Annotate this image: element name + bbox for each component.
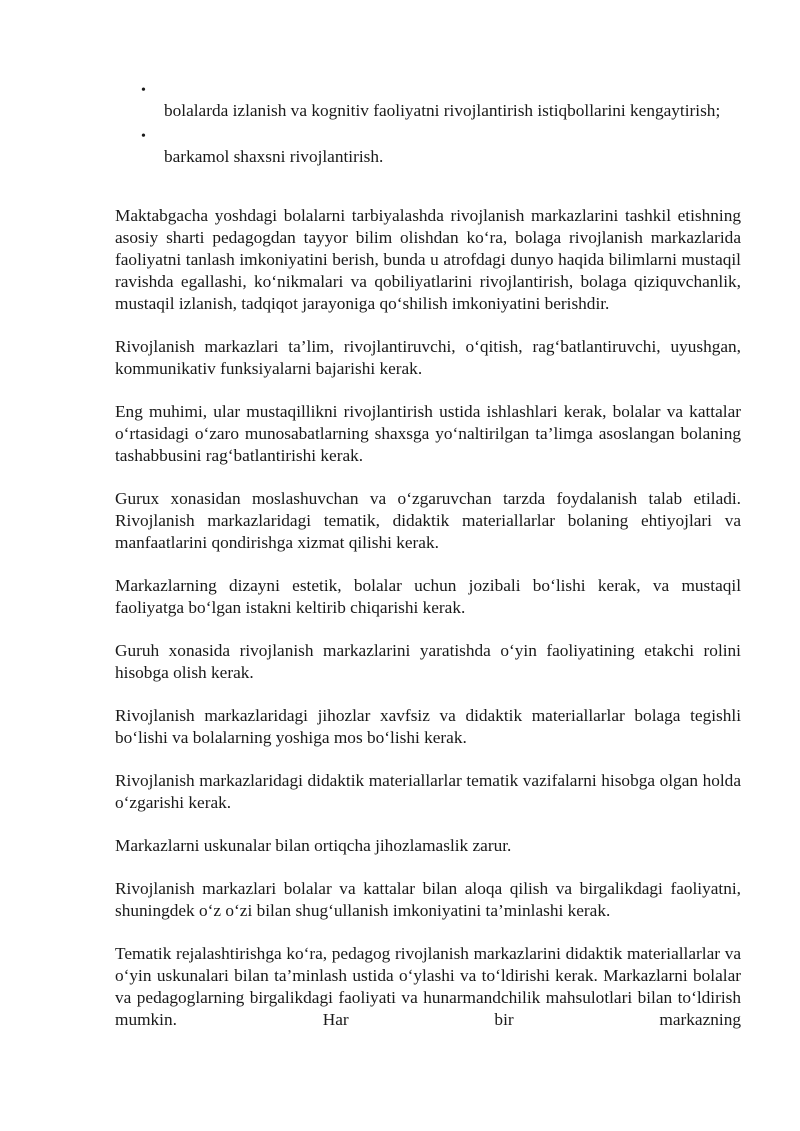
- paragraph: Rivojlanish markazlari bolalar va kattalar bilan aloqa qilish va birgalikdagi faoliyatni, shuningdek o‘z o‘zi bilan shug‘ullanish imkoniyatini ta’minlashi kerak.: [115, 879, 741, 920]
- paragraph: Tematik rejalashtirishga ko‘ra, pedagog rivojlanish markazlarini didaktik materiallarlar va o‘yin uskunalari bilan ta’minlash ustida o‘ylashi va to‘ldirishi kerak. Markazlarni bolalar va pedagoglarning birgalikdagi faoliyati va hunarmandchilik mahsulotlari bilan to‘ldirish mumkin. Har bir markazning: [115, 944, 741, 1029]
- bullet-item: [115, 126, 741, 168]
- paragraph: Eng muhimi, ular mustaqillikni rivojlantirish ustida ishlashlari kerak, bolalar va kattalar o‘rtasidagi o‘zaro munosabatlarning shaxsga yo‘naltirilgan ta’limga asoslangan bolaning tashabbusini rag‘batlantirishi kerak.: [115, 402, 741, 465]
- bullet-icon: •: [141, 129, 146, 144]
- paragraph: Markazlarning dizayni estetik, bolalar uchun jozibali bo‘lishi kerak, va mustaqil faoliyatga bo‘lgan istakni keltirib chiqarishi kerak.: [115, 576, 741, 617]
- paragraph: Gurux xonasidan moslashuvchan va o‘zgaruvchan tarzda foydalanish talab etiladi. Rivojlanish markazlaridagi tematik, didaktik materiallarlar bolaning ehtiyojlari va manfaatlarini qondirishga xizmat qilishi kerak.: [115, 489, 741, 552]
- bullet-text: bolalarda izlanish va kognitiv faoliyatni rivojlantirish istiqbollarini kengaytirish;: [164, 101, 721, 120]
- bullet-icon: •: [141, 83, 146, 98]
- document-body: [115, 205, 741, 1052]
- paragraph: Rivojlanish markazlari ta’lim, rivojlantiruvchi, o‘qitish, rag‘batlantiruvchi, uyushgan, kommunikativ funksiyalarni bajarishi kerak.: [115, 337, 741, 378]
- bullet-item: [115, 80, 741, 122]
- bullet-list: [115, 80, 741, 168]
- paragraph: Rivojlanish markazlaridagi jihozlar xavfsiz va didaktik materiallarlar bolaga tegishli bo‘lishi va bolalarning yoshiga mos bo‘lishi kerak.: [115, 706, 741, 747]
- paragraph: Markazlarni uskunalar bilan ortiqcha jihozlamaslik zarur.: [115, 836, 512, 855]
- paragraph: Guruh xonasida rivojlanish markazlarini yaratishda o‘yin faoliyatining etakchi rolini hisobga olish kerak.: [115, 641, 741, 682]
- bullet-text: barkamol shaxsni rivojlantirish.: [164, 147, 384, 166]
- paragraph: Rivojlanish markazlaridagi didaktik materiallarlar tematik vazifalarni hisobga olgan holda o‘zgarishi kerak.: [115, 771, 741, 812]
- paragraph: Maktabgacha yoshdagi bolalarni tarbiyalashda rivojlanish markazlarini tashkil etishning asosiy sharti pedagogdan tayyor bilim olishdan ko‘ra, bolaga rivojlanish markazlarida faoliyatni tanlash imkoniyatini berish, bunda u atrofdagi dunyo haqida bilimlarni mustaqil ravishda egallashi, ko‘nikmalari va qobiliyatlarini rivojlantirish, bolaga qiziquvchanlik, mustaqil izlanish, tadqiqot jarayoniga qo‘shilish imkoniyatini berishdir.: [115, 206, 741, 313]
